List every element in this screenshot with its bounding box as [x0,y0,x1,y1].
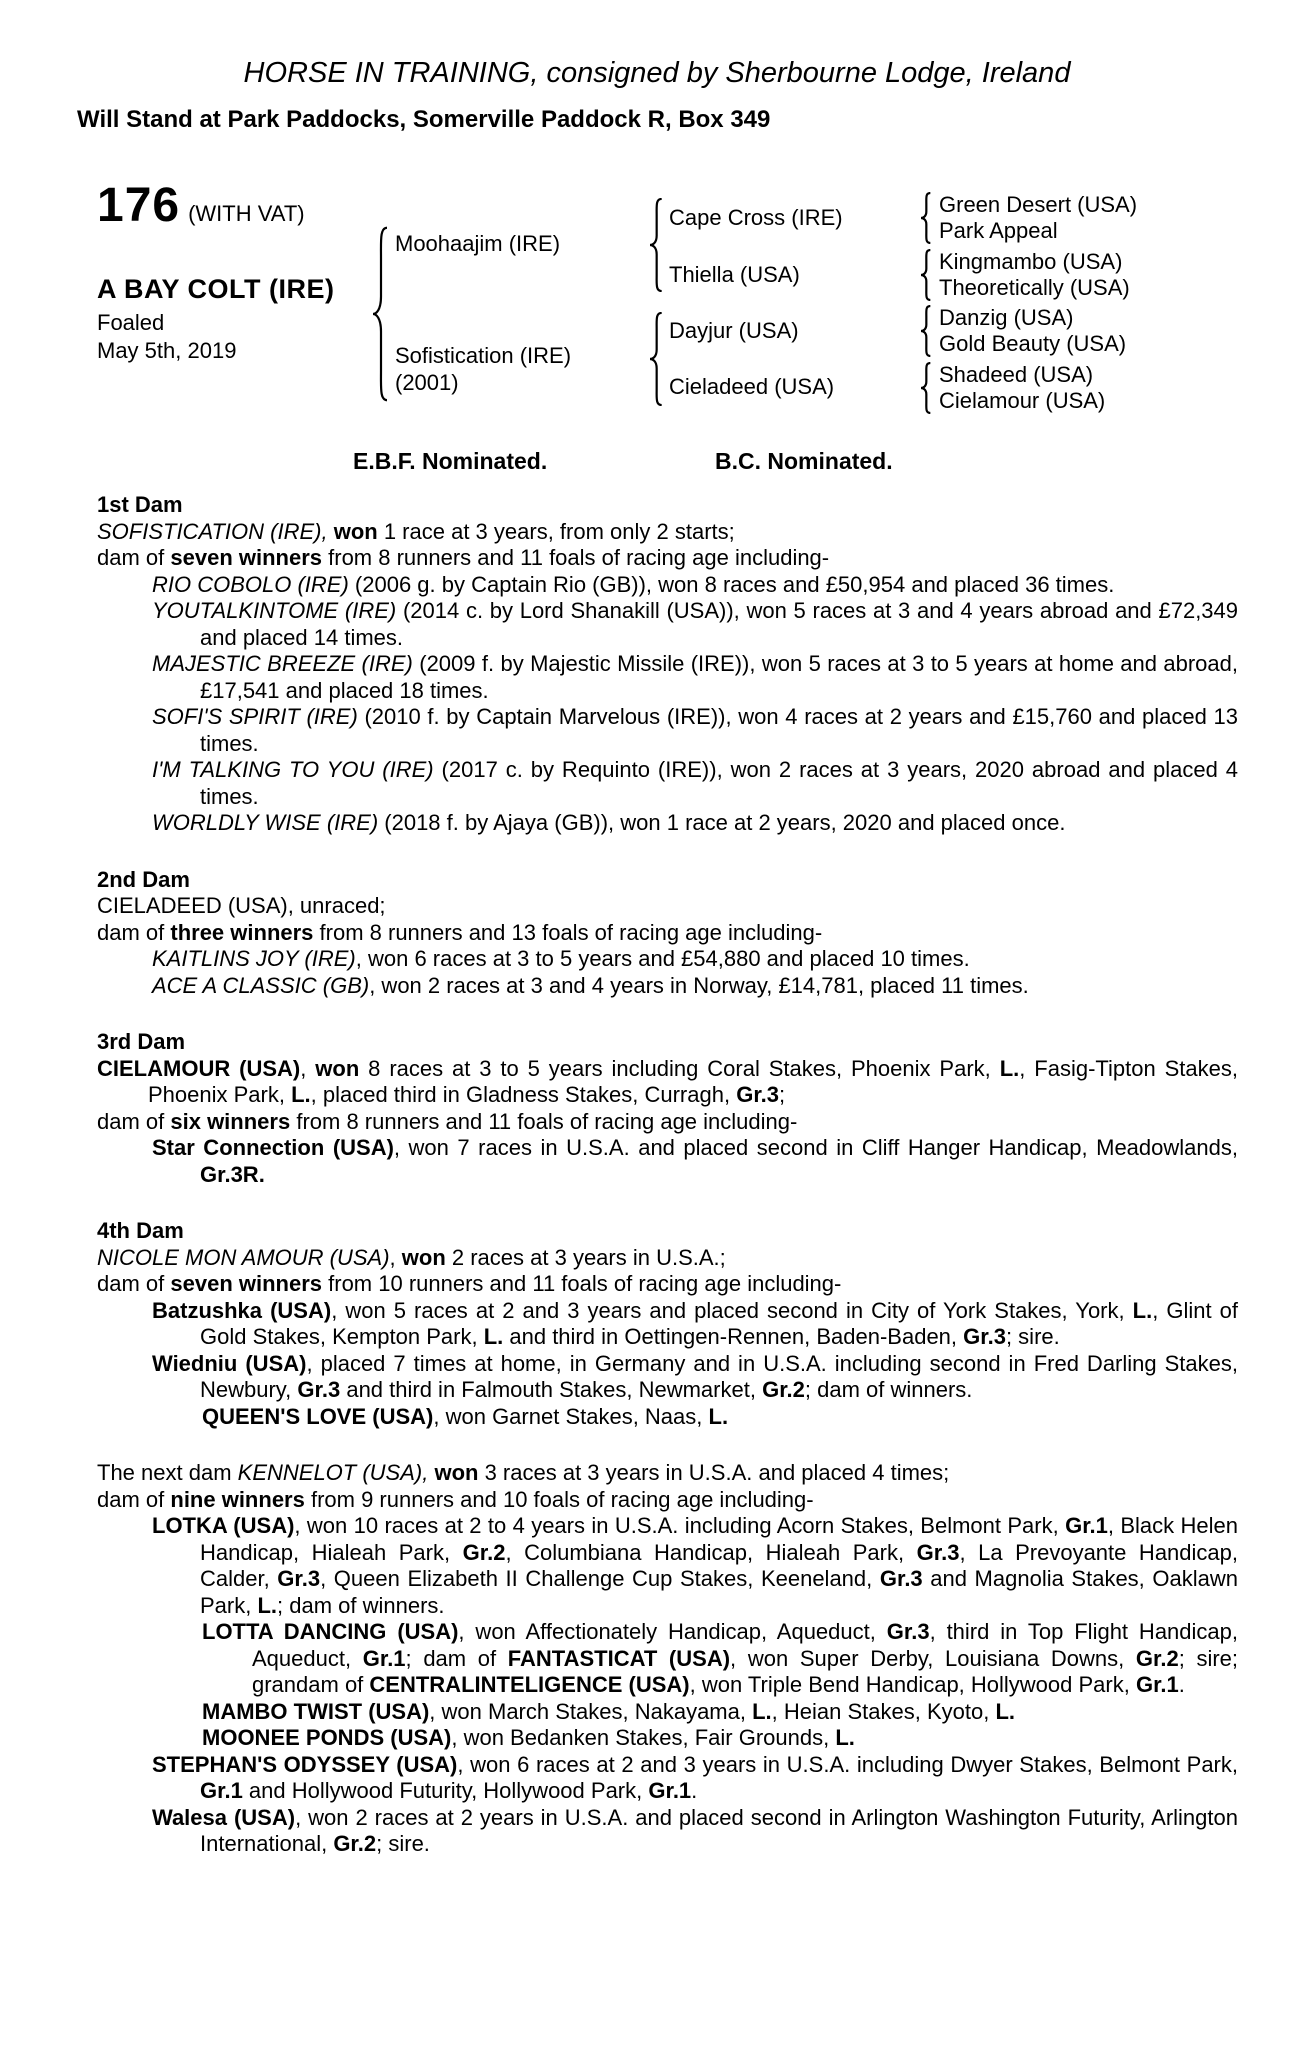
pedigree-brace-gen2-sire [645,198,665,292]
pedigree-text-line: SOFISTICATION (IRE), won 1 race at 3 years, from only 2 starts; [97,518,735,544]
dam-section [97,1218,1238,1430]
great-granddam-3: Gold Beauty (USA) [939,331,1127,356]
pedigree-text-line: LOTTA DANCING (USA), won Affectionately Handicap, Aqueduct, Gr.3, third in Top Flight Handicap, Aqueduct, Gr.1; dam of FANTASTICAT (USA), won Super Derby, Louisiana Downs, Gr.2; sire; grandam of CENTRALINTELIGENCE (USA), won Triple Bend Handicap, Hollywood Park, Gr.1. [202,1619,1239,1697]
pedigree-dam [395,342,571,396]
pedigree-text-line: I'M TALKING TO YOU (IRE) (2017 c. by Requinto (IRE)), won 2 races at 3 years, 2020 abroad and placed 4 times. [152,757,1238,809]
great-grandsire-4: Shadeed (USA) [939,362,1094,387]
pedigree-text-line: SOFI'S SPIRIT (IRE) (2010 f. by Captain Marvelous (IRE)), won 4 races at 2 years and £15,760 and placed 13 times. [152,704,1238,756]
pedigree-text-line: RIO COBOLO (IRE) (2006 g. by Captain Rio (GB)), won 8 races and £50,954 and placed 36 times. [152,571,1115,597]
pedigree-text-line: KAITLINS JOY (IRE), won 6 races at 3 to 5 years and £54,880 and placed 10 times. [152,946,970,971]
pedigree-text-line: NICOLE MON AMOUR (USA), won 2 races at 3 years in U.S.A.; [97,1244,726,1270]
section-heading: 4th Dam [97,1218,184,1243]
grandsire-1: Cape Cross (IRE) [669,205,843,230]
pedigree-text-line: MAJESTIC BREEZE (IRE) (2009 f. by Majestic Missile (IRE)), won 5 races at 3 to 5 years at home and abroad, £17,541 and placed 18 times. [152,651,1238,703]
granddam-2: Cieladeed (USA) [669,374,835,399]
great-grandparents-pair-2 [939,249,1130,301]
pedigree-text-line: MOONEE PONDS (USA), won Bedanken Stakes, Fair Grounds, L. [202,1725,855,1750]
great-grandsire-2: Kingmambo (USA) [939,249,1123,274]
foaled-date: May 5th, 2019 [97,338,237,363]
ebf-nominated: E.B.F. Nominated. [353,448,548,474]
great-grandsire-1: Green Desert (USA) [939,192,1138,217]
pedigree-table [97,152,1238,444]
great-grandparents-pair-4 [939,362,1105,414]
dam-section [97,867,1238,1000]
bc-nominated: B.C. Nominated. [715,448,893,474]
page-title: HORSE IN TRAINING, consigned by Sherbourne Lodge, Ireland [243,57,1071,89]
pedigree-brace-gen2-dam [645,312,665,406]
pedigree-text-line: CIELADEED (USA), unraced; [97,893,386,918]
pedigree-brace-gen3-4 [917,362,933,414]
pedigree-text-line: dam of nine winners from 9 runners and 10 foals of racing age including- [97,1486,814,1512]
dam-section [97,1029,1238,1188]
pedigree-sire: Moohaajim (IRE) [395,231,561,256]
pedigree-text-line: YOUTALKINTOME (IRE) (2014 c. by Lord Shanakill (USA)), won 5 races at 3 and 4 years abroad and £72,349 and placed 14 times. [152,598,1239,650]
pedigree-brace-gen3-3 [917,305,933,357]
granddam-1: Thiella (USA) [669,262,800,287]
lot-vat-note: (WITH VAT) [188,201,305,226]
great-granddam-1: Park Appeal [939,218,1058,243]
pedigree-text-line: Batzushka (USA), won 5 races at 2 and 3 years and placed second in City of York Stakes, York, L., Glint of Gold Stakes, Kempton Park, L. and third in Oettingen-Rennen, Baden-Baden, Gr.3; sire. [152,1297,1239,1349]
lot-line [97,178,305,233]
pedigree-text-line: dam of six winners from 8 runners and 11 foals of racing age including- [97,1108,798,1134]
pedigree-text-line: Wiedniu (USA), placed 7 times at home, in Germany and in U.S.A. including second in Fred Darling Stakes, Newbury, Gr.3 and third in Falmouth Stakes, Newmarket, Gr.2; dam of winners. [152,1350,1239,1402]
pedigree-text-line: Walesa (USA), won 2 races at 2 years in U.S.A. and placed second in Arlington Washington Futurity, Arlington International, Gr.2; sire. [152,1804,1238,1856]
pedigree-text-line: CIELAMOUR (USA), won 8 races at 3 to 5 years including Coral Stakes, Phoenix Park, L., Fasig-Tipton Stakes, Phoenix Park, L., placed third in Gladness Stakes, Curragh, Gr.3; [97,1055,1238,1107]
pedigree-text-line: dam of three winners from 8 runners and 13 foals of racing age including- [97,919,823,945]
pedigree-text-line: WORLDLY WISE (IRE) (2018 f. by Ajaya (GB)), won 1 race at 2 years, 2020 and placed once. [152,810,1066,835]
pedigree-text-line: LOTKA (USA), won 10 races at 2 to 4 years in U.S.A. including Acorn Stakes, Belmont Park, Gr.1, Black Helen Handicap, Hialeah Park, Gr.2, Columbiana Handicap, Hialeah Park, Gr.3, La Prevoyante Handicap, Calder, Gr.3, Queen Elizabeth II Challenge Cup Stakes, Keeneland, Gr.3 and Magnolia Stakes, Oaklawn Park, L.; dam of winners. [152,1513,1238,1618]
horse-name: A BAY COLT (IRE) [97,274,335,304]
section-heading: 3rd Dam [97,1029,186,1054]
great-grandsire-3: Danzig (USA) [939,305,1074,330]
stand-location: Will Stand at Park Paddocks, Somerville Paddock R, Box 349 [77,106,771,133]
pedigree-text-line: dam of seven winners from 8 runners and 11 foals of racing age including- [97,545,830,570]
great-granddam-4: Cielamour (USA) [939,388,1106,413]
dam-sections [97,492,1238,1858]
pedigree-text-line: ACE A CLASSIC (GB), won 2 races at 3 and 4 years in Norway, £14,781, placed 11 times. [152,972,1029,998]
great-granddam-2: Theoretically (USA) [939,275,1130,300]
section-heading: 1st Dam [97,492,183,517]
dam-section [97,492,1238,837]
pedigree-brace-gen3-2 [917,249,933,301]
pedigree-text-line: MAMBO TWIST (USA), won March Stakes, Nakayama, L., Heian Stakes, Kyoto, L. [202,1698,1015,1724]
pedigree-text-line: dam of seven winners from 10 runners and 11 foals of racing age including- [97,1271,842,1296]
section-heading: 2nd Dam [97,866,190,892]
pedigree-text-line: The next dam KENNELOT (USA), won 3 races at 3 years in U.S.A. and placed 4 times; [97,1460,950,1485]
pedigree-brace-gen3-1 [917,192,933,244]
catalogue-page [0,56,1314,2056]
pedigree-dam-year: (2001) [395,370,459,395]
pedigree-text-line: STEPHAN'S ODYSSEY (USA), won 6 races at 2 and 3 years in U.S.A. including Dwyer Stakes, Belmont Park, Gr.1 and Hollywood Futurity, Hollywood Park, Gr.1. [152,1751,1238,1803]
great-grandparents-pair-3 [939,305,1126,357]
dam-section [97,1460,1238,1858]
pedigree-dam-name: Sofistication (IRE) [395,343,572,368]
nominations-line [97,448,1238,478]
pedigree-text-line: Star Connection (USA), won 7 races in U.S.A. and placed second in Cliff Hanger Handicap, Meadowlands, Gr.3R. [152,1135,1238,1187]
foaled-label: Foaled [97,310,165,335]
great-grandparents-pair-1 [939,192,1137,244]
pedigree-text-line: QUEEN'S LOVE (USA), won Garnet Stakes, Naas, L. [202,1403,729,1429]
pedigree-brace-gen1 [367,226,391,402]
lot-number: 176 [97,179,181,232]
grandsire-2: Dayjur (USA) [669,318,799,343]
